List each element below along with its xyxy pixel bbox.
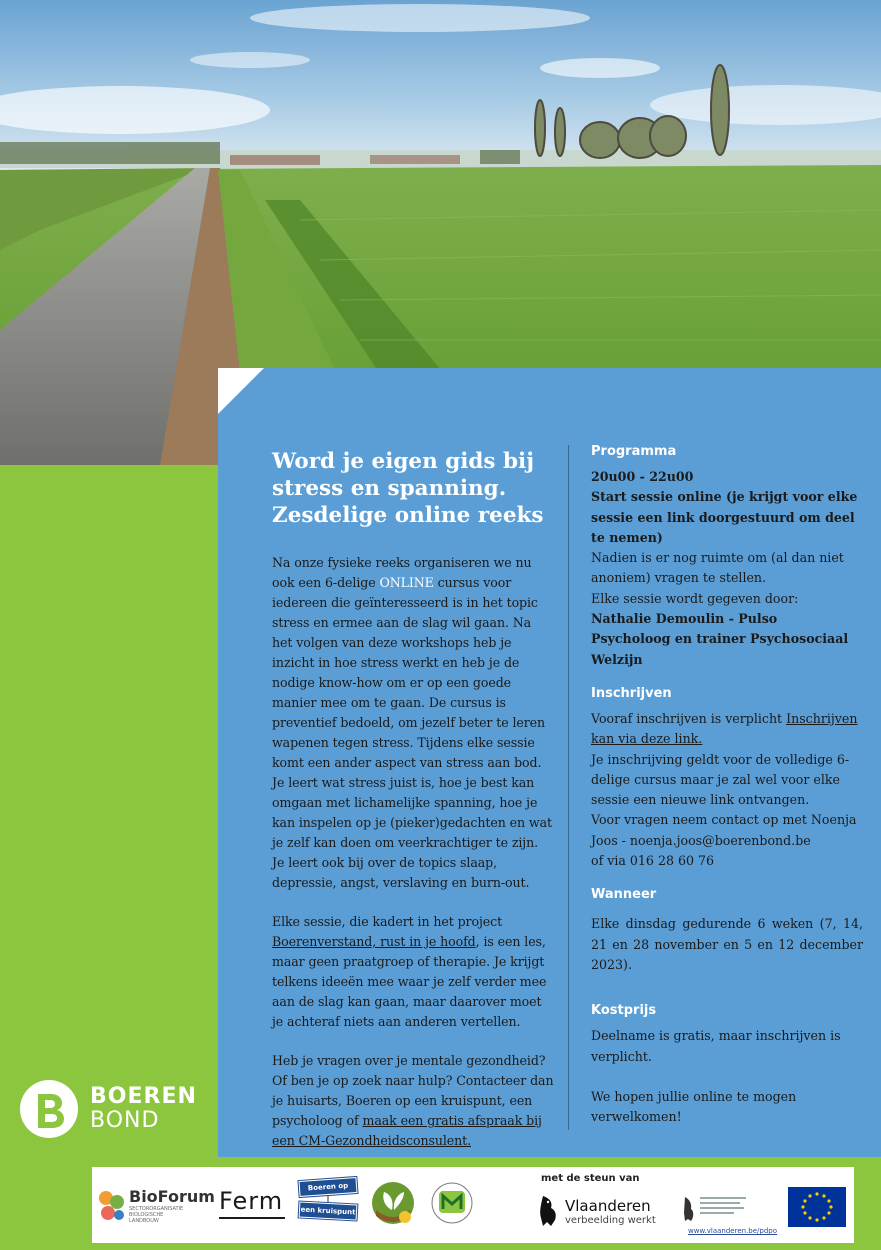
panel-corner-decoration bbox=[218, 368, 264, 414]
brand-line-1: BOEREN bbox=[90, 1084, 197, 1109]
cm-consulent-link[interactable]: maak een gratis afspraak bij een CM-Gezondheidsconsulent. bbox=[272, 1113, 542, 1148]
seedling-icon bbox=[370, 1180, 416, 1226]
inschrijven-heading: Inschrijven bbox=[591, 685, 672, 701]
text: cursus voor iedereen die geïnteresseerd is in het topic stress en ermee aan de slag wil gaan. Na het volgen van deze workshops heb je inzicht in hoe stress werkt en heb je de nodige know-how om er op een goede manier mee om te gaan. De cursus is preventief bedoeld, om jezelf beter te leren wapenen tegen stress. Tijdens elke sessie komt een ander aspect van stress aan bod. Je leert wat stress juist is, hoe je best kan omgaan met lichamelijke spanning, hoe je kan inspelen op je (pieker)gedachten en wat je zelf kan doen om veerkrachtiger te zijn. Je leert ook bij over de topics slaap, depressie, angst, verslaving en burn-out. bbox=[272, 575, 552, 890]
text: Elke sessie, die kadert in het project bbox=[272, 914, 503, 929]
wanneer-section bbox=[591, 887, 863, 975]
boeren-op-een-kruispunt-logo bbox=[299, 1179, 357, 1219]
programma-speaker: Nathalie Demoulin - Pulso bbox=[591, 611, 778, 627]
inschrijven-tel: of via 016 28 60 76 bbox=[591, 853, 715, 869]
boerenbond-b-icon bbox=[20, 1080, 78, 1138]
ferm-underline bbox=[219, 1217, 285, 1219]
ferm-name: Ferm bbox=[219, 1187, 284, 1215]
green-band bbox=[0, 465, 218, 1157]
online-highlight: ONLINE bbox=[379, 575, 434, 590]
text: Vooraf inschrijven is verplicht bbox=[591, 710, 787, 726]
flemish-lion-icon bbox=[537, 1194, 559, 1228]
programma-vragen: Nadien is er nog ruimte om (al dan niet anoniem) vragen te stellen. bbox=[591, 550, 844, 586]
programma-section bbox=[591, 444, 863, 670]
intro-column bbox=[272, 448, 554, 1170]
bioforum-sub: SECTORORGANISATIE BIOLOGISCHE LANDBOUW bbox=[129, 1206, 184, 1224]
boerenbond-wordmark bbox=[90, 1085, 197, 1133]
support-label: met de steun van bbox=[541, 1173, 640, 1184]
intro-paragraph-2 bbox=[272, 912, 554, 1032]
eafrd-logo bbox=[682, 1191, 752, 1227]
ferm-logo bbox=[219, 1187, 285, 1219]
intro-paragraph-1 bbox=[272, 553, 554, 893]
inschrijven-link[interactable]: Inschrijven kan via deze link. bbox=[591, 710, 858, 747]
kostprijs-text: Deelname is gratis, maar inschrijven is verplicht. bbox=[591, 1028, 841, 1064]
programma-heading: Programma bbox=[591, 444, 677, 459]
partner-logos-strip bbox=[92, 1167, 854, 1243]
column-divider bbox=[568, 445, 569, 1130]
programma-start: Start sessie online (je krijgt voor elke sessie een link doorgestuurd om deel te nemen) bbox=[591, 489, 858, 545]
municipality-logo bbox=[430, 1181, 474, 1229]
inschrijven-geldt: Je inschrijving geldt voor de volledige 6-delige cursus maar je zal wel voor elke sessie een nieuwe link ontvangen. bbox=[591, 751, 850, 808]
bioforum-name: BioForum bbox=[129, 1187, 215, 1206]
text: Na onze fysieke reeks organiseren we nu ook een 6-delige bbox=[272, 555, 532, 590]
info-column bbox=[591, 444, 863, 1143]
eu-flag-logo bbox=[788, 1187, 846, 1231]
programma-role: Psycholoog en trainer Psychosociaal Welzijn bbox=[591, 631, 849, 667]
project-link[interactable]: Boerenverstand, rust in je hoofd bbox=[272, 934, 476, 949]
vlaanderen-url[interactable]: www.vlaanderen.be/pdpo bbox=[688, 1227, 778, 1235]
wanneer-heading: Wanneer bbox=[591, 887, 657, 903]
page-title: Word je eigen gids bij stress en spanning. Zesdelige online reeks bbox=[272, 449, 544, 528]
kostprijs-section bbox=[591, 1003, 863, 1127]
vlaanderen-sub: verbeelding werkt bbox=[565, 1214, 656, 1226]
text: Heb je vragen over je mentale gezondheid? Of ben je op zoek naar hulp? Contacteer dan je huisarts, Boeren op een kruispunt, een psycholoog of bbox=[272, 1053, 554, 1128]
bioforum-icon bbox=[96, 1189, 126, 1223]
eu-flag-icon bbox=[788, 1187, 846, 1227]
text: , is een les, maar geen praatgroep of therapie. Je krijgt telkens ideeën mee waar je zelf verder mee aan de slag kan gaan, maar daarover moet je achteraf niets aan anderen vertellen. bbox=[272, 934, 547, 1029]
inschrijven-contact: Voor vragen neem contact op met Noenja Joos - noenja.joos@boerenbond.be bbox=[591, 812, 857, 848]
kostprijs-heading: Kostprijs bbox=[591, 1003, 657, 1019]
kruispunt-sign-1: Boeren op bbox=[299, 1177, 358, 1197]
m-badge-icon bbox=[430, 1181, 474, 1225]
inschrijven-section bbox=[591, 686, 863, 871]
boerenbond-mark bbox=[20, 1080, 78, 1138]
boerenbond-logo bbox=[20, 1080, 197, 1138]
vlaanderen-logo bbox=[537, 1194, 656, 1228]
intro-paragraph-3 bbox=[272, 1051, 554, 1151]
inschrijven-verplicht bbox=[591, 709, 863, 750]
kruispunt-pole bbox=[327, 1195, 329, 1203]
programma-time: 20u00 - 22u00 bbox=[591, 469, 694, 484]
kruispunt-sign-2: een kruispunt bbox=[299, 1201, 358, 1220]
plant-circle-logo bbox=[370, 1180, 416, 1230]
brand-line-2: BOND bbox=[90, 1108, 160, 1133]
vlaanderen-name: Vlaanderen bbox=[565, 1196, 651, 1215]
kostprijs-closing: We hopen jullie online te mogen verwelkomen! bbox=[591, 1088, 797, 1125]
eafrd-icon bbox=[682, 1191, 752, 1223]
programma-gegeven: Elke sessie wordt gegeven door: bbox=[591, 590, 799, 606]
wanneer-text: Elke dinsdag gedurende 6 weken (7, 14, 21 en 28 november en 5 en 12 december 2023). bbox=[591, 916, 863, 972]
bioforum-logo bbox=[96, 1187, 215, 1224]
